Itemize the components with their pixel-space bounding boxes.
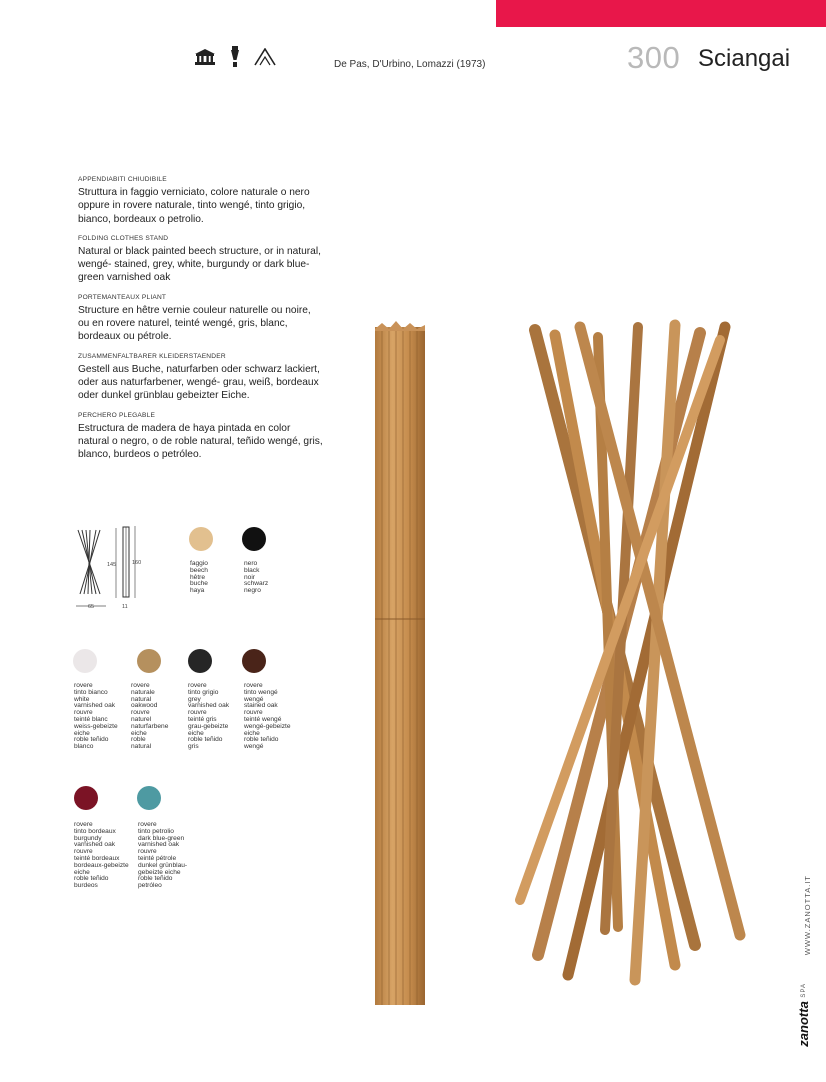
- swatch-label-line: petróleo: [138, 882, 162, 890]
- swatch-label-line: teinté blanc: [74, 715, 108, 723]
- swatch-label-line: rovere: [74, 682, 93, 689]
- swatch-label-line: naturfarbene: [131, 722, 169, 730]
- description-block: [78, 176, 323, 470]
- website-url[interactable]: WWW.ZANOTTA.IT: [803, 875, 812, 956]
- swatch-label-line: rouvre: [131, 709, 150, 717]
- swatch-label-petrol-oak: [138, 822, 208, 890]
- swatch-label-line: rouvre: [74, 709, 93, 717]
- swatch-label-line: negro: [244, 587, 261, 595]
- model-name: Sciangai: [698, 45, 791, 72]
- swatch-label-line: rouvre: [188, 709, 207, 717]
- swatch-label-line: naturale: [131, 688, 155, 696]
- swatch-label-line: hêtre: [190, 573, 206, 581]
- width-closed-value: 11: [122, 604, 128, 610]
- swatch-label-line: gris: [188, 743, 199, 751]
- brand-logo: [796, 983, 811, 1047]
- swatch-label-line: eiche: [74, 868, 90, 876]
- swatch-label-line: wengé-gebeizte: [244, 722, 291, 730]
- swatch-label-line: bordeaux-gebeizte: [74, 861, 129, 869]
- swatch-label-black: [244, 561, 314, 595]
- brand-name: zanotta: [796, 1001, 811, 1047]
- swatch-label-line: rouvre: [138, 848, 157, 856]
- model-number: 300: [627, 40, 681, 75]
- dimension-drawing-closed: [122, 526, 130, 598]
- swatch-label-line: wengé: [244, 743, 264, 751]
- swatch-label-line: roble teñido: [188, 736, 223, 744]
- swatch-label-line: faggio: [190, 560, 208, 567]
- swatch-label-line: tinto bordeaux: [74, 827, 116, 835]
- swatch-white-oak[interactable]: [73, 649, 97, 673]
- swatch-label-line: roble teñido: [138, 875, 173, 883]
- description-heading-it: APPENDIABITI CHIUDIBILE: [78, 176, 167, 183]
- swatch-label-line: rovere: [74, 821, 93, 828]
- product-image: [360, 315, 780, 1005]
- description-text-fr: Structure en hêtre vernie couleur naturelle ou noire, ou en rovere naturel, teinté wengé, gris, blanc, bordeaux ou pétrole.: [78, 304, 311, 343]
- description-heading-en: FOLDING CLOTHES STAND: [78, 234, 169, 242]
- swatch-label-line: white: [74, 695, 90, 703]
- swatch-label-line: eiche: [131, 729, 147, 737]
- swatch-label-line: burgundy: [74, 834, 102, 842]
- swatch-label-line: black: [244, 566, 260, 574]
- swatch-label-line: natural: [131, 743, 152, 751]
- description-heading-es: PERCHERO PLEGABLE: [78, 411, 156, 419]
- swatch-label-wenge-oak: [244, 683, 314, 751]
- width-open-value: 65: [88, 604, 95, 610]
- swatch-label-line: roble teñido: [74, 736, 109, 744]
- swatch-natural-oak[interactable]: [137, 649, 161, 673]
- swatch-label-line: beech: [190, 566, 208, 574]
- swatch-label-line: roble: [131, 736, 146, 744]
- swatch-label-line: grau-gebeizte: [188, 722, 229, 730]
- designer-credit: De Pas, D'Urbino, Lomazzi (1973): [334, 59, 486, 70]
- swatch-label-line: rovere: [138, 821, 157, 828]
- swatch-label-line: blanco: [74, 743, 94, 751]
- award-icon: [230, 46, 240, 68]
- swatch-label-line: eiche: [188, 729, 204, 737]
- swatch-label-line: rovere: [244, 682, 263, 689]
- compass-icon: [254, 48, 276, 66]
- museum-icon: [194, 49, 216, 65]
- brand-suffix: SPA: [801, 983, 807, 998]
- swatch-label-line: burdeos: [74, 882, 98, 890]
- swatch-label-line: roble teñido: [74, 875, 109, 883]
- swatch-label-line: roble teñido: [244, 736, 279, 744]
- closed-stand: [375, 321, 425, 1005]
- swatch-label-line: teinté pétrole: [138, 854, 177, 862]
- swatch-label-line: weiss-gebeizte: [74, 722, 118, 730]
- swatch-label-line: tinto bianco: [74, 688, 108, 696]
- swatch-burgundy-oak[interactable]: [74, 786, 98, 810]
- swatch-label-line: buche: [190, 580, 208, 588]
- swatch-label-line: noir: [244, 573, 255, 581]
- swatch-label-line: varnished oak: [188, 702, 230, 710]
- swatch-label-line: stained oak: [244, 702, 278, 710]
- accent-bar: [496, 0, 826, 27]
- swatch-petrol-oak[interactable]: [137, 786, 161, 810]
- swatch-label-line: naturel: [131, 715, 152, 723]
- swatch-label-line: teinté bordeaux: [74, 854, 120, 862]
- description-heading-de: ZUSAMMENFALTBARER KLEIDERSTAENDER: [78, 352, 226, 360]
- swatch-label-line: rouvre: [74, 848, 93, 856]
- swatch-black[interactable]: [242, 527, 266, 551]
- open-stand: [520, 325, 740, 980]
- swatch-label-line: teinté gris: [188, 715, 217, 723]
- swatch-label-line: nero: [244, 560, 258, 567]
- swatch-label-line: haya: [190, 587, 205, 595]
- swatch-label-line: wengé: [244, 695, 264, 703]
- swatch-label-line: oakwood: [131, 702, 158, 710]
- certification-icons: [194, 46, 276, 68]
- swatch-label-line: gebeizte eiche: [138, 868, 181, 876]
- swatch-label-line: tinto wengé: [244, 688, 278, 696]
- swatch-label-line: schwarz: [244, 580, 269, 588]
- swatch-label-line: dunkel grünblau-: [138, 861, 188, 869]
- height-closed-value: 160: [132, 560, 142, 566]
- swatch-label-line: tinto petrolio: [138, 827, 174, 835]
- description-text-de: Gestell aus Buche, naturfarben oder schwarz lackiert, oder aus naturfarbener, wengé- grau, weiß, bordeaux oder dunkel grünblau gebeizter Eiche.: [78, 363, 320, 402]
- description-text-it: Struttura in faggio verniciato, colore naturale o nero oppure in rovere naturale, tinto wengé, tinto grigio, bianco, bordeaux o petrolio.: [78, 187, 310, 225]
- swatch-label-line: dark blue-green: [138, 834, 185, 842]
- swatch-label-line: natural: [131, 695, 152, 703]
- swatch-grey-oak[interactable]: [188, 649, 212, 673]
- swatch-wenge-oak[interactable]: [242, 649, 266, 673]
- swatch-label-line: varnished oak: [138, 841, 180, 849]
- swatch-label-line: rovere: [131, 682, 150, 689]
- description-heading-fr: PORTEMANTEAUX PLIANT: [78, 293, 167, 301]
- swatch-label-line: eiche: [74, 729, 90, 737]
- description-text-en: Natural or black painted beech structure, or in natural, wengé- stained, grey, white, burgundy or dark blue-green varnished oak: [78, 245, 321, 284]
- swatch-label-line: tinto grigio: [188, 688, 219, 696]
- swatch-label-line: teinté wengé: [244, 715, 282, 723]
- swatch-label-line: eiche: [244, 729, 260, 737]
- swatch-label-line: rouvre: [244, 709, 263, 717]
- swatch-label-line: varnished oak: [74, 702, 116, 710]
- swatch-label-burgundy-oak: [74, 822, 144, 890]
- height-open-value: 145: [107, 562, 117, 568]
- swatch-label-line: grey: [188, 695, 201, 703]
- description-text-es: Estructura de madera de haya pintada en color natural o negro, o de roble natural, teñido wengé, gris, blanco, burdeos o petróleo.: [78, 422, 323, 461]
- dimension-drawing-open: [76, 528, 106, 598]
- swatch-label-line: rovere: [188, 682, 207, 689]
- swatch-label-line: varnished oak: [74, 841, 116, 849]
- swatch-beech[interactable]: [189, 527, 213, 551]
